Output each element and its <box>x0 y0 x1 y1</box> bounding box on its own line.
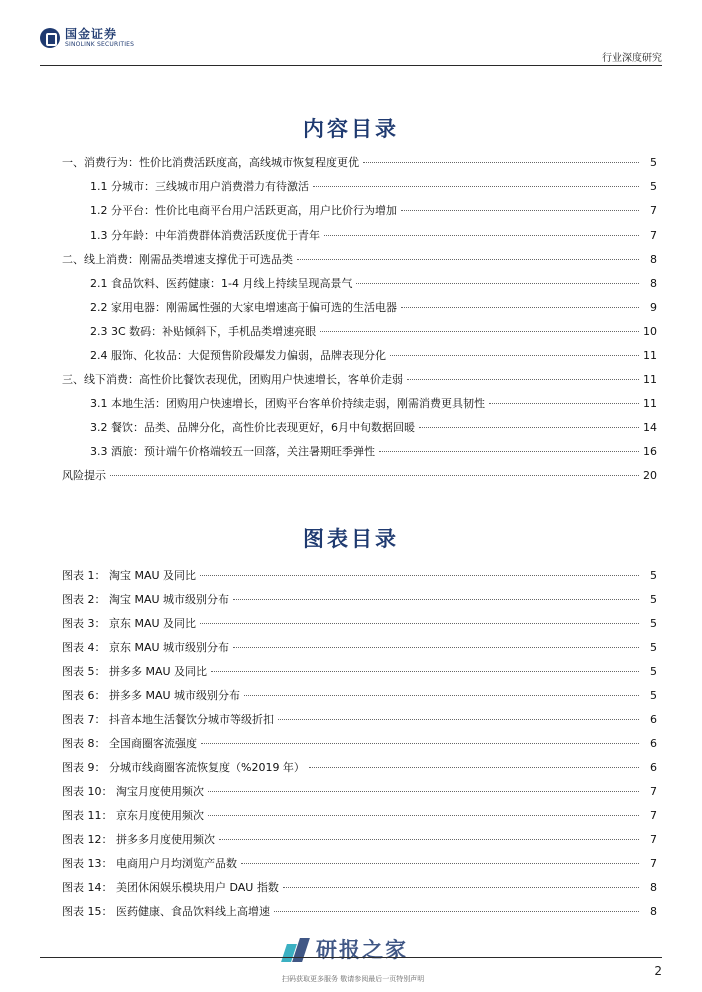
company-name-en: SINOLINK SECURITIES <box>65 41 135 48</box>
figure-toc-entry[interactable]: 图表 6： 拼多多 MAU 城市级别分布 5 <box>62 689 657 702</box>
figure-toc-entry[interactable]: 图表 12： 拼多多月度使用频次 7 <box>62 833 657 846</box>
page-header <box>0 0 702 66</box>
header-divider <box>40 65 662 66</box>
figure-toc-title: 图表目录 <box>303 526 399 551</box>
watermark <box>284 934 408 964</box>
report-type: 行业深度研究 <box>602 53 662 64</box>
page-number: 2 <box>654 964 662 978</box>
figure-toc-entry[interactable]: 图表 9： 分城市线商圈客流恢复度（%2019 年） 6 <box>62 761 657 774</box>
figure-toc-entry[interactable]: 图表 8： 全国商圈客流强度 6 <box>62 737 657 750</box>
toc-entry[interactable]: 1.3 分年龄：中年消费群体消费活跃度优于青年 7 <box>90 229 657 242</box>
figure-toc-entry[interactable]: 图表 15： 医药健康、食品饮料线上高增速 8 <box>62 905 657 918</box>
figure-toc-entry[interactable]: 图表 11： 京东月度使用频次 7 <box>62 809 657 822</box>
footer-disclaimer: 扫码获取更多服务 敬请参阅最后一页特别声明 <box>282 975 425 983</box>
toc-entry[interactable]: 风险提示 20 <box>62 469 657 482</box>
toc-entry[interactable]: 一、消费行为：性价比消费活跃度高，高线城市恢复程度更优 5 <box>62 156 657 169</box>
toc-entry[interactable]: 三、线下消费：高性价比餐饮表现优，团购用户快速增长，客单价走弱 11 <box>62 373 657 386</box>
toc-entry[interactable]: 3.1 本地生活：团购用户快速增长，团购平台客单价持续走弱，刚需消费更具韧性 11 <box>90 397 657 410</box>
figure-toc-entry[interactable]: 图表 10： 淘宝月度使用频次 7 <box>62 785 657 798</box>
figure-toc-entry[interactable]: 图表 2： 淘宝 MAU 城市级别分布 5 <box>62 593 657 606</box>
footer-divider <box>40 957 662 958</box>
figure-toc-entry[interactable]: 图表 13： 电商用户月均浏览产品数 7 <box>62 857 657 870</box>
toc-entry[interactable]: 2.1 食品饮料、医药健康：1-4 月线上持续呈现高景气 8 <box>90 277 657 290</box>
figure-toc-entry[interactable]: 图表 3： 京东 MAU 及同比 5 <box>62 617 657 630</box>
company-name-cn: 国金证券 <box>65 27 118 41</box>
watermark-logo-icon <box>284 936 310 962</box>
figure-toc-entry[interactable]: 图表 4： 京东 MAU 城市级别分布 5 <box>62 641 657 654</box>
figure-toc-entry[interactable]: 图表 1： 淘宝 MAU 及同比 5 <box>62 569 657 582</box>
figure-toc-entry[interactable]: 图表 14： 美团休闲娱乐模块用户 DAU 指数 8 <box>62 881 657 894</box>
figure-toc-entry[interactable]: 图表 5： 拼多多 MAU 及同比 5 <box>62 665 657 678</box>
toc-entry[interactable]: 3.2 餐饮：品类、品牌分化，高性价比表现更好，6月中旬数据回暖 14 <box>90 421 657 434</box>
toc-entry[interactable]: 2.3 3C 数码：补贴倾斜下，手机品类增速亮眼 10 <box>90 325 657 338</box>
content-toc-title: 内容目录 <box>303 116 399 141</box>
toc-entry[interactable]: 二、线上消费：刚需品类增速支撑优于可选品类 8 <box>62 253 657 266</box>
toc-entry[interactable]: 1.1 分城市：三线城市用户消费潜力有待激活 5 <box>90 180 657 193</box>
logo-icon <box>40 28 60 48</box>
toc-entry[interactable]: 3.3 酒旅：预计端午价格端较五一回落，关注暑期旺季弹性 16 <box>90 445 657 458</box>
watermark-text: 研报之家 <box>316 938 408 962</box>
company-logo <box>40 28 134 48</box>
figure-toc-entry[interactable]: 图表 7： 抖音本地生活餐饮分城市等级折扣 6 <box>62 713 657 726</box>
toc-entry[interactable]: 1.2 分平台：性价比电商平台用户活跃更高，用户比价行为增加 7 <box>90 204 657 217</box>
toc-entry[interactable]: 2.2 家用电器：刚需属性强的大家电增速高于偏可选的生活电器 9 <box>90 301 657 314</box>
toc-entry[interactable]: 2.4 服饰、化妆品：大促预售阶段爆发力偏弱，品牌表现分化 11 <box>90 349 657 362</box>
